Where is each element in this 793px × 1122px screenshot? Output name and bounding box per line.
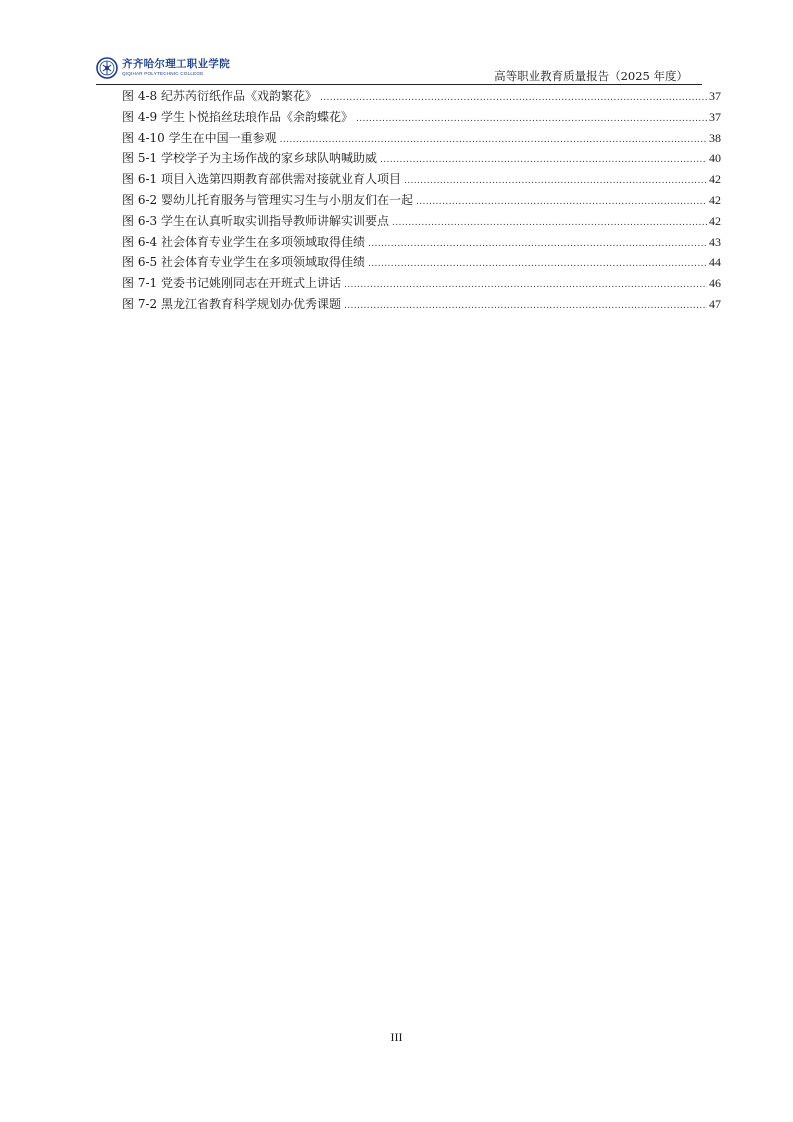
toc-entry-label: 图 7-2 黑龙江省教育科学规划办优秀课题 bbox=[122, 296, 341, 311]
toc-entry-label: 图 6-1 项目入选第四期教育部供需对接就业育人项目 bbox=[122, 172, 401, 187]
toc-dot-leader bbox=[368, 239, 707, 249]
toc-dot-leader bbox=[280, 135, 707, 145]
toc-entry[interactable] bbox=[122, 170, 721, 191]
toc-dot-leader bbox=[380, 155, 707, 165]
toc-entry-page: 44 bbox=[709, 255, 721, 270]
toc-entry-page: 46 bbox=[709, 276, 721, 291]
toc-entry-label: 图 4-9 学生卜悦掐丝珐琅作品《余韵蝶花》 bbox=[122, 109, 353, 124]
toc-entry[interactable] bbox=[122, 253, 721, 274]
toc-dot-leader bbox=[368, 259, 707, 269]
toc-dot-leader bbox=[404, 176, 707, 186]
toc-entry[interactable] bbox=[122, 87, 721, 108]
toc-dot-leader bbox=[416, 197, 707, 207]
college-name-en: QIQIHAR POLYTECHNIC COLLEGE bbox=[122, 70, 204, 76]
toc-dot-leader bbox=[356, 114, 707, 124]
college-emblem-icon bbox=[96, 57, 118, 79]
toc-entry[interactable] bbox=[122, 129, 721, 150]
toc-entry-page: 42 bbox=[709, 213, 721, 228]
page-number: III bbox=[390, 1030, 403, 1044]
toc-entry-label: 图 6-4 社会体育专业学生在多项领域取得佳绩 bbox=[122, 234, 365, 249]
toc-dot-leader bbox=[344, 280, 707, 290]
toc-entry-label: 图 5-1 学校学子为主场作战的家乡球队呐喊助威 bbox=[122, 151, 377, 166]
toc-entry-page: 42 bbox=[709, 192, 721, 207]
toc-entry[interactable] bbox=[122, 274, 721, 295]
toc-entry[interactable] bbox=[122, 212, 721, 233]
toc-entry-label: 图 4-10 学生在中国一重参观 bbox=[122, 130, 277, 145]
toc-entry-page: 42 bbox=[709, 172, 721, 187]
college-logo bbox=[96, 56, 230, 80]
college-name-cn: 齐齐哈尔理工职业学院 bbox=[122, 58, 230, 71]
toc-entry-page: 38 bbox=[709, 130, 721, 145]
figure-list bbox=[122, 87, 721, 316]
toc-entry[interactable] bbox=[122, 233, 721, 254]
toc-entry-label: 图 6-2 婴幼儿托育服务与管理实习生与小朋友们在一起 bbox=[122, 192, 413, 207]
toc-entry[interactable] bbox=[122, 149, 721, 170]
toc-entry[interactable] bbox=[122, 295, 721, 316]
toc-entry-label: 图 6-3 学生在认真听取实训指导教师讲解实训要点 bbox=[122, 213, 389, 228]
toc-entry-page: 40 bbox=[709, 151, 721, 166]
toc-dot-leader bbox=[344, 301, 707, 311]
toc-entry-label: 图 6-5 社会体育专业学生在多项领域取得佳绩 bbox=[122, 255, 365, 270]
toc-entry-page: 37 bbox=[709, 109, 721, 124]
toc-entry-label: 图 4-8 纪苏芮衍纸作品《戏韵繁花》 bbox=[122, 89, 317, 103]
toc-entry-page: 37 bbox=[709, 89, 721, 103]
page-header bbox=[96, 56, 698, 86]
toc-dot-leader bbox=[392, 218, 707, 228]
report-title: 高等职业教育质量报告（2025 年度） bbox=[494, 69, 688, 83]
toc-entry-page: 47 bbox=[709, 296, 721, 311]
toc-dot-leader bbox=[320, 93, 707, 103]
header-divider bbox=[96, 84, 702, 85]
toc-entry-page: 43 bbox=[709, 234, 721, 249]
toc-entry-label: 图 7-1 党委书记姚刚同志在开班式上讲话 bbox=[122, 276, 341, 291]
toc-entry[interactable] bbox=[122, 191, 721, 212]
toc-entry[interactable] bbox=[122, 108, 721, 129]
